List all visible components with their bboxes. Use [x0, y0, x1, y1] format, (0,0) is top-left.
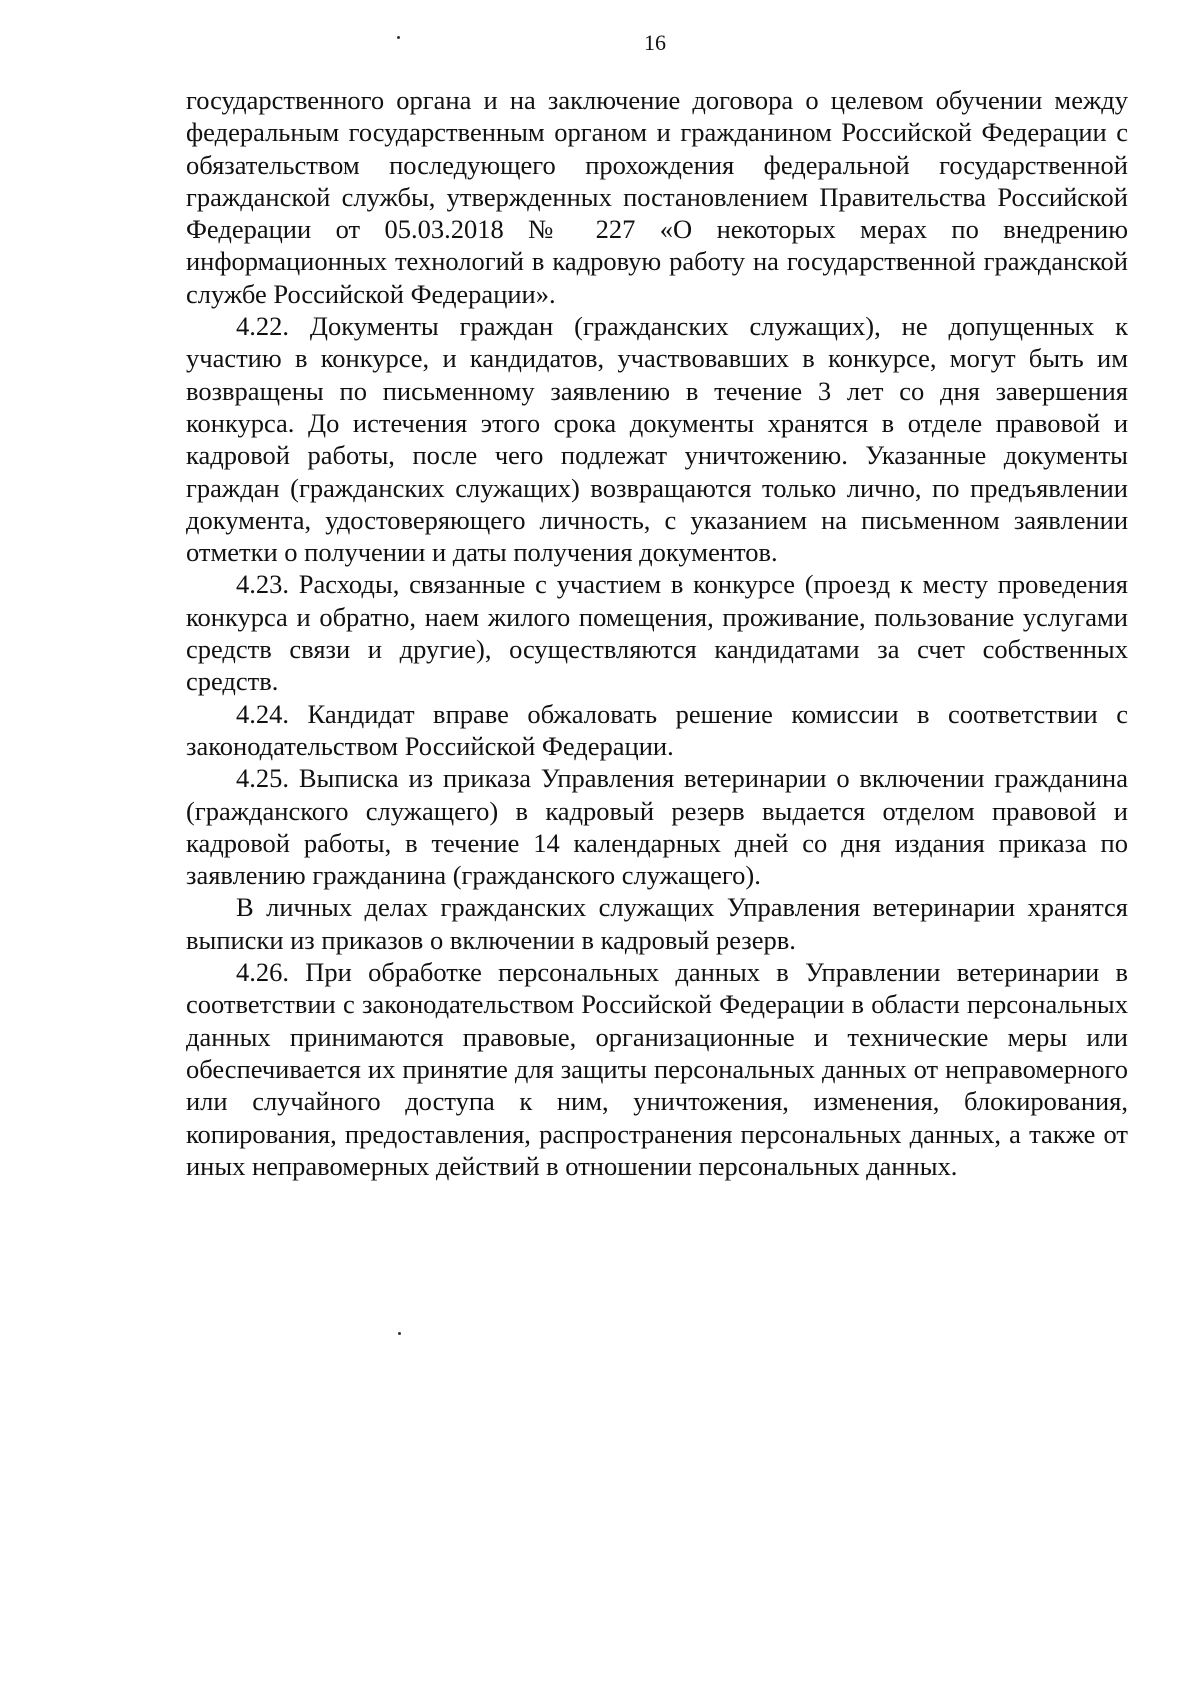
- paragraph-4-23: 4.23. Расходы, связанные с участием в конкурсе (проезд к месту проведения конкурса и обратно, наем жилого помещения, проживание, пользование услугами средств связи и другие), осуществляются кандидатами за счет собственных средств.: [186, 569, 1128, 697]
- paragraph-4-24: 4.24. Кандидат вправе обжаловать решение комиссии в соответствии с законодательством Российской Федерации.: [186, 698, 1128, 761]
- paragraph-personal-files: В личных делах гражданских служащих Управления ветеринарии хранятся выписки из приказов о включении в кадровый резерв.: [186, 892, 1128, 955]
- document-body: [186, 84, 1128, 1182]
- paragraph-4-25: 4.25. Выписка из приказа Управления ветеринарии о включении гражданина (гражданского служащего) в кадровый резерв выдается отделом правовой и кадровой работы, в течение 14 календарных дней со дня издания приказа по заявлению гражданина (гражданского служащего).: [186, 763, 1128, 891]
- scan-speck: [398, 1332, 401, 1335]
- paragraph-4-22: 4.22. Документы граждан (гражданских служащих), не допущенных к участию в конкурсе, и кандидатов, участвовавших в конкурсе, могут быть им возвращены по письменному заявлению в течение 3 лет со дня завершения конкурса. До истечения этого срока документы хранятся в отделе правовой и кадровой работы, после чего подлежат уничтожению. Указанные документы граждан (гражданских служащих) возвращаются только лично, по предъявлении документа, удостоверяющего личность, с указанием на письменном заявлении отметки о получении и даты получения документов.: [186, 311, 1128, 568]
- paragraph-4-26: 4.26. При обработке персональных данных в Управлении ветеринарии в соответствии с законодательством Российской Федерации в области персональных данных принимаются правовые, организационные и технические меры или обеспечивается их принятие для защиты персональных данных от неправомерного или случайного доступа к ним, уничтожения, изменения, блокирования, копирования, предоставления, распространения персональных данных, а также от иных неправомерных действий в отношении персональных данных.: [186, 957, 1128, 1181]
- page-number: 16: [644, 30, 666, 55]
- paragraph-continuation: государственного органа и на заключение договора о целевом обучении между федеральным государственным органом и гражданином Российской Федерации с обязательством последующего прохождения федеральной государственной гражданской службы, утвержденных постановлением Правительства Российской Федерации от 05.03.2018 № 227 «О некоторых мерах по внедрению информационных технологий в кадровую работу на государственной гражданской службе Российской Федерации».: [186, 85, 1128, 309]
